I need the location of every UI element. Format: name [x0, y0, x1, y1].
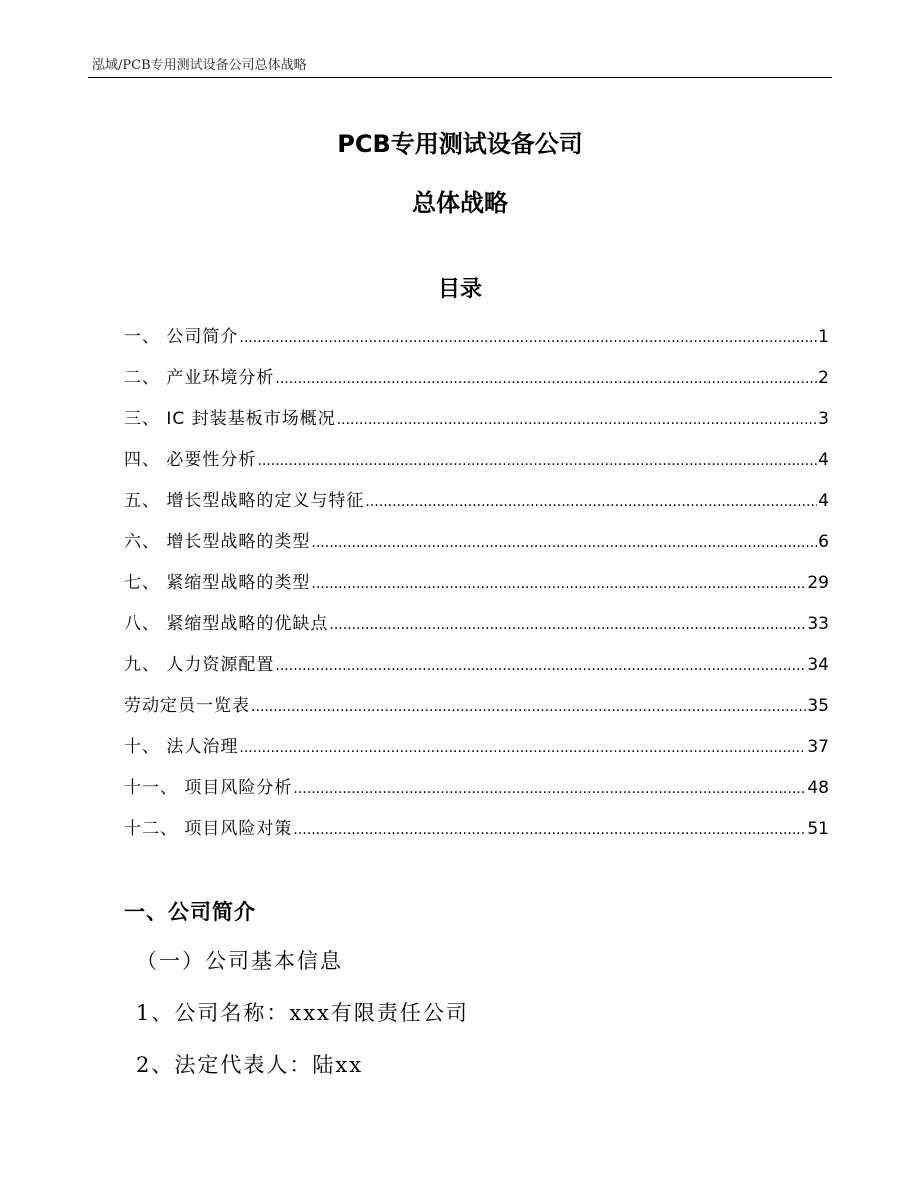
- toc-dot-leader: [337, 405, 817, 435]
- toc-dot-leader: [311, 569, 806, 599]
- document-subtitle: 总体战略: [412, 189, 508, 217]
- toc-item-corporate-governance[interactable]: [124, 732, 829, 773]
- toc-item-label: 一、 公司简介: [124, 327, 239, 347]
- toc-item-page: 6: [818, 532, 829, 552]
- toc-item-industry-environment[interactable]: [124, 363, 829, 404]
- toc-item-label: 七、 紧缩型战略的类型: [124, 573, 311, 593]
- toc-item-label: 十二、 项目风险对策: [124, 819, 293, 839]
- toc-heading: 目录: [437, 277, 482, 302]
- toc-item-page: 33: [807, 614, 829, 634]
- toc-item-page: 1: [818, 327, 829, 347]
- toc-item-human-resources[interactable]: [124, 650, 829, 691]
- toc-dot-leader: [275, 651, 806, 681]
- toc-item-growth-strategy-types[interactable]: [124, 527, 829, 568]
- toc-dot-leader: [239, 323, 817, 353]
- company-name-line: 1、公司名称：xxx有限责任公司: [136, 1001, 469, 1025]
- toc-item-retrenchment-pros-cons[interactable]: [124, 609, 829, 650]
- page-header: 泓域/PCB专用测试设备公司总体战略: [92, 58, 307, 73]
- legal-representative-line: 2、法定代表人：陆xx: [136, 1053, 364, 1077]
- toc-dot-leader: [311, 528, 817, 558]
- toc-item-page: 3: [818, 409, 829, 429]
- subsection-heading: （一）公司基本信息: [136, 949, 343, 973]
- toc-item-page: 4: [818, 450, 829, 470]
- toc-item-staffing-table[interactable]: [124, 691, 829, 732]
- toc-dot-leader: [329, 610, 806, 640]
- toc-dot-leader: [293, 774, 806, 804]
- toc-item-label: 八、 紧缩型战略的优缺点: [124, 614, 329, 634]
- toc-item-label: 五、 增长型战略的定义与特征: [124, 491, 365, 511]
- toc-dot-leader: [239, 733, 806, 763]
- toc-dot-leader: [365, 487, 817, 517]
- toc-item-label: 十、 法人治理: [124, 737, 239, 757]
- toc-item-page: 2: [818, 368, 829, 388]
- toc-item-label: 二、 产业环境分析: [124, 368, 275, 388]
- toc-item-label: 六、 增长型战略的类型: [124, 532, 311, 552]
- toc-item-label: 四、 必要性分析: [124, 450, 257, 470]
- toc-item-label: 十一、 项目风险分析: [124, 778, 293, 798]
- toc-dot-leader: [275, 364, 817, 394]
- toc-dot-leader: [251, 692, 806, 722]
- toc-dot-leader: [293, 815, 806, 845]
- toc-item-page: 4: [818, 491, 829, 511]
- toc-item-page: 35: [807, 696, 829, 716]
- toc-item-necessity-analysis[interactable]: [124, 445, 829, 486]
- toc-item-risk-analysis[interactable]: [124, 773, 829, 814]
- document-title: PCB专用测试设备公司: [337, 130, 583, 158]
- section-heading: 一、公司简介: [124, 900, 256, 924]
- toc-item-retrenchment-strategy-types[interactable]: [124, 568, 829, 609]
- toc-item-risk-countermeasures[interactable]: [124, 814, 829, 855]
- toc-item-page: 37: [807, 737, 829, 757]
- toc-item-page: 48: [807, 778, 829, 798]
- toc-item-label: 三、 IC 封装基板市场概况: [124, 409, 336, 429]
- toc-item-page: 29: [807, 573, 829, 593]
- toc-item-ic-substrate-market[interactable]: [124, 404, 829, 445]
- toc-item-label: 劳动定员一览表: [124, 696, 250, 716]
- header-divider: [88, 77, 832, 78]
- toc-item-page: 34: [807, 655, 829, 675]
- toc-item-company-intro[interactable]: [124, 322, 829, 363]
- table-of-contents: [124, 322, 829, 855]
- toc-item-label: 九、 人力资源配置: [124, 655, 275, 675]
- toc-item-growth-strategy-definition[interactable]: [124, 486, 829, 527]
- toc-dot-leader: [257, 446, 817, 476]
- toc-item-page: 51: [807, 819, 829, 839]
